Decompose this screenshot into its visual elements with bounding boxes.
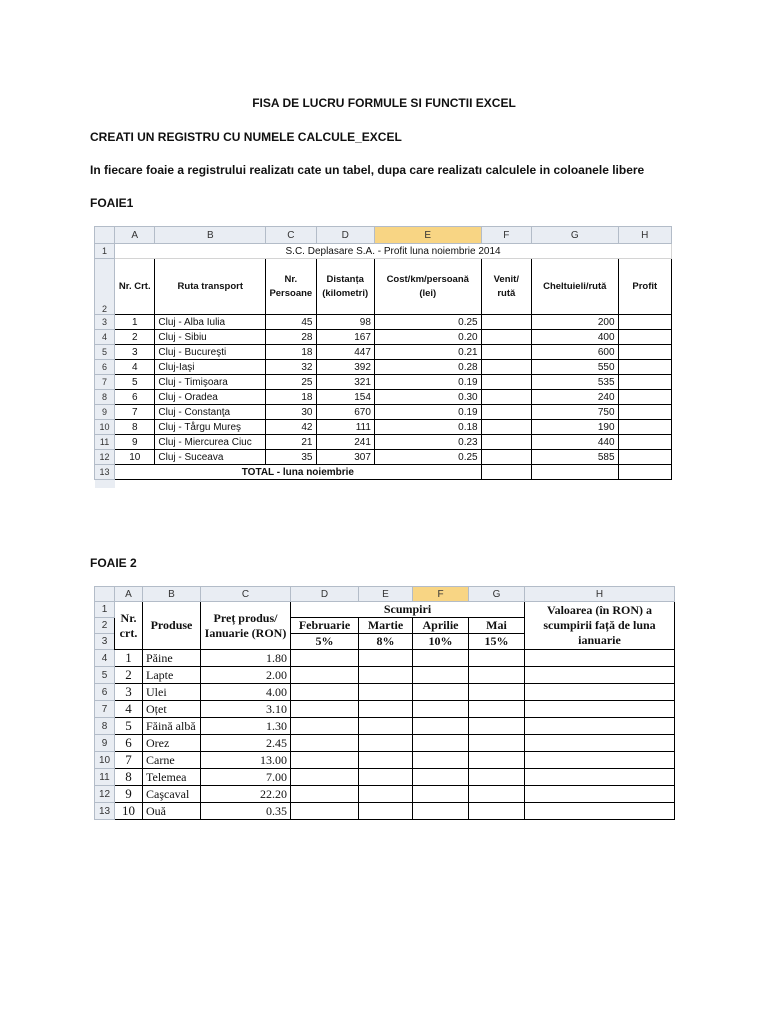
cell-februarie[interactable] <box>291 786 359 803</box>
cell-nr-crt[interactable]: 8 <box>115 769 143 786</box>
header-percent-aprilie[interactable]: 10% <box>413 634 469 650</box>
cell-cost[interactable]: 0.20 <box>374 330 481 345</box>
cell-persoane[interactable]: 18 <box>266 345 316 360</box>
header-percent-martie[interactable]: 8% <box>359 634 413 650</box>
cell-distanta[interactable]: 670 <box>316 405 374 420</box>
column-header-f[interactable]: F <box>481 227 531 244</box>
row-header[interactable]: 3 <box>95 315 115 330</box>
table-row <box>95 803 675 820</box>
cell-nr-crt[interactable]: 4 <box>115 701 143 718</box>
column-header-g[interactable]: G <box>531 227 618 244</box>
cell-valoarea[interactable] <box>525 803 675 820</box>
cell-nr-crt[interactable]: 10 <box>115 450 155 465</box>
column-header-h[interactable]: H <box>618 227 671 244</box>
empty-cell[interactable] <box>374 480 481 488</box>
cell-cheltuieli[interactable]: 190 <box>531 420 618 435</box>
table-row <box>95 650 675 667</box>
cell-ruta[interactable]: Cluj - Suceava <box>155 450 266 465</box>
instruction-line-1: CREATI UN REGISTRU CU NUMELE CALCULE_EXCEL <box>90 130 402 144</box>
row-header[interactable]: 13 <box>95 465 115 480</box>
cell-profit[interactable] <box>618 330 671 345</box>
cell-martie[interactable] <box>359 701 413 718</box>
cell-persoane[interactable]: 42 <box>266 420 316 435</box>
table-row <box>95 667 675 684</box>
header-month-martie[interactable]: Martie <box>359 618 413 634</box>
cell-ruta[interactable]: Cluj - Miercurea Ciuc <box>155 435 266 450</box>
cell-aprilie[interactable] <box>413 718 469 735</box>
cell-nr-crt[interactable]: 5 <box>115 718 143 735</box>
cell-profit[interactable] <box>618 345 671 360</box>
header-valoarea[interactable]: Valoarea (în RON) a scumpirii față de luna ianuarie <box>525 602 675 650</box>
cell-cost[interactable]: 0.18 <box>374 420 481 435</box>
sheet2-table <box>94 586 675 820</box>
row-header[interactable]: 13 <box>95 803 115 820</box>
cell-valoarea[interactable] <box>525 667 675 684</box>
cell-cheltuieli[interactable]: 750 <box>531 405 618 420</box>
cell-pret[interactable]: 3.10 <box>201 701 291 718</box>
cell-martie[interactable] <box>359 752 413 769</box>
cell-profit[interactable] <box>618 315 671 330</box>
table-row <box>95 435 672 450</box>
cell-venit[interactable] <box>481 420 531 435</box>
cell-aprilie[interactable] <box>413 701 469 718</box>
column-header-h[interactable]: H <box>525 587 675 602</box>
row-header[interactable]: 2 <box>95 259 115 315</box>
cell-cheltuieli[interactable]: 240 <box>531 390 618 405</box>
sheet1-table <box>94 226 672 488</box>
cell-venit[interactable] <box>481 360 531 375</box>
cell-valoarea[interactable] <box>525 718 675 735</box>
cell-nr-crt[interactable]: 2 <box>115 667 143 684</box>
cell-produs[interactable]: Păine <box>143 650 201 667</box>
cell-februarie[interactable] <box>291 735 359 752</box>
cell-persoane[interactable]: 35 <box>266 450 316 465</box>
table-row <box>95 390 672 405</box>
cell-ruta[interactable]: Cluj - Timişoara <box>155 375 266 390</box>
cell-produs[interactable]: Oțet <box>143 701 201 718</box>
cell-mai[interactable] <box>469 803 525 820</box>
cell-valoarea[interactable] <box>525 735 675 752</box>
column-header-d[interactable]: D <box>291 587 359 602</box>
column-header-d[interactable]: D <box>316 227 374 244</box>
cell-venit[interactable] <box>481 345 531 360</box>
cell-produs[interactable]: Orez <box>143 735 201 752</box>
cell-aprilie[interactable] <box>413 735 469 752</box>
empty-cell[interactable] <box>481 480 531 488</box>
cell-total-venit[interactable] <box>481 465 531 480</box>
cell-nr-crt[interactable]: 4 <box>115 360 155 375</box>
header-cheltuieli[interactable]: Cheltuieli/rută <box>531 259 618 315</box>
cell-aprilie[interactable] <box>413 650 469 667</box>
instruction-line-2: In fiecare foaie a registrului realizatı cate un tabel, dupa care realizatı calculele in coloanele libere <box>90 163 645 177</box>
cell-persoane[interactable]: 32 <box>266 360 316 375</box>
sheet1-title[interactable]: S.C. Deplasare S.A. - Profit luna noiembrie 2014 <box>115 244 672 259</box>
cell-ruta[interactable]: Cluj-Iaşi <box>155 360 266 375</box>
cell-nr-crt[interactable]: 1 <box>115 650 143 667</box>
cell-ruta[interactable]: Cluj - Sibiu <box>155 330 266 345</box>
row-header[interactable]: 12 <box>95 786 115 803</box>
select-all-corner[interactable] <box>95 587 115 602</box>
cell-pret[interactable]: 0.35 <box>201 803 291 820</box>
cell-cost[interactable]: 0.19 <box>374 375 481 390</box>
row-header[interactable]: 1 <box>95 244 115 259</box>
cell-cheltuieli[interactable]: 440 <box>531 435 618 450</box>
cell-distanta[interactable]: 241 <box>316 435 374 450</box>
cell-distanta[interactable]: 392 <box>316 360 374 375</box>
cell-pret[interactable]: 4.00 <box>201 684 291 701</box>
cell-venit[interactable] <box>481 315 531 330</box>
cell-aprilie[interactable] <box>413 752 469 769</box>
cell-profit[interactable] <box>618 390 671 405</box>
cell-martie[interactable] <box>359 667 413 684</box>
table-row <box>95 752 675 769</box>
cell-pret[interactable]: 2.45 <box>201 735 291 752</box>
header-percent-mai[interactable]: 15% <box>469 634 525 650</box>
total-label[interactable]: TOTAL - luna noiembrie <box>115 465 482 480</box>
cell-profit[interactable] <box>618 420 671 435</box>
cell-profit[interactable] <box>618 360 671 375</box>
cell-valoarea[interactable] <box>525 752 675 769</box>
header-venit[interactable]: Venit/ rută <box>481 259 531 315</box>
cell-ruta[interactable]: Cluj - Alba Iulia <box>155 315 266 330</box>
cell-ruta[interactable]: Cluj - Tårgu Mureş <box>155 420 266 435</box>
cell-cost[interactable]: 0.21 <box>374 345 481 360</box>
cell-pret[interactable]: 1.80 <box>201 650 291 667</box>
cell-produs[interactable]: Lapte <box>143 667 201 684</box>
column-header-c[interactable]: C <box>201 587 291 602</box>
cell-profit[interactable] <box>618 405 671 420</box>
cell-cost[interactable]: 0.30 <box>374 390 481 405</box>
cell-venit[interactable] <box>481 330 531 345</box>
cell-produs[interactable]: Telemea <box>143 769 201 786</box>
cell-cost[interactable]: 0.25 <box>374 315 481 330</box>
empty-cell[interactable] <box>155 480 266 488</box>
cell-februarie[interactable] <box>291 667 359 684</box>
cell-persoane[interactable]: 25 <box>266 375 316 390</box>
cell-mai[interactable] <box>469 667 525 684</box>
empty-cell[interactable] <box>316 480 374 488</box>
table-row <box>95 684 675 701</box>
table-row <box>95 769 675 786</box>
cell-venit[interactable] <box>481 435 531 450</box>
total-row <box>95 465 672 480</box>
cell-nr-crt[interactable]: 6 <box>115 735 143 752</box>
cell-februarie[interactable] <box>291 769 359 786</box>
cell-venit[interactable] <box>481 450 531 465</box>
column-header-e[interactable]: E <box>374 227 481 244</box>
cell-mai[interactable] <box>469 786 525 803</box>
cell-total-cheltuieli[interactable] <box>531 465 618 480</box>
cell-pret[interactable]: 1.30 <box>201 718 291 735</box>
cell-nr-crt[interactable]: 9 <box>115 435 155 450</box>
cell-valoarea[interactable] <box>525 684 675 701</box>
empty-cell[interactable] <box>531 480 618 488</box>
cell-produs[interactable]: Ouă <box>143 803 201 820</box>
cell-valoarea[interactable] <box>525 650 675 667</box>
cell-nr-crt[interactable]: 2 <box>115 330 155 345</box>
table-row <box>95 718 675 735</box>
cell-distanta[interactable]: 321 <box>316 375 374 390</box>
cell-nr-crt[interactable]: 7 <box>115 752 143 769</box>
cell-venit[interactable] <box>481 405 531 420</box>
cell-mai[interactable] <box>469 718 525 735</box>
header-cost[interactable]: Cost/km/persoană (lei) <box>374 259 481 315</box>
cell-pret[interactable]: 13.00 <box>201 752 291 769</box>
cell-total-profit[interactable] <box>618 465 671 480</box>
cell-venit[interactable] <box>481 390 531 405</box>
cell-cheltuieli[interactable]: 585 <box>531 450 618 465</box>
row-header[interactable]: 6 <box>95 360 115 375</box>
cell-martie[interactable] <box>359 684 413 701</box>
row-header[interactable]: 9 <box>95 735 115 752</box>
cell-cheltuieli[interactable]: 600 <box>531 345 618 360</box>
cell-nr-crt[interactable]: 5 <box>115 375 155 390</box>
cell-distanta[interactable]: 167 <box>316 330 374 345</box>
cell-profit[interactable] <box>618 435 671 450</box>
row-header[interactable]: 12 <box>95 450 115 465</box>
cell-nr-crt[interactable]: 7 <box>115 405 155 420</box>
cell-profit[interactable] <box>618 450 671 465</box>
partial-row <box>95 480 672 488</box>
row-header[interactable]: 11 <box>95 769 115 786</box>
cell-cost[interactable]: 0.28 <box>374 360 481 375</box>
cell-februarie[interactable] <box>291 701 359 718</box>
table-row <box>95 405 672 420</box>
cell-profit[interactable] <box>618 375 671 390</box>
column-header-g[interactable]: G <box>469 587 525 602</box>
table-row <box>95 420 672 435</box>
cell-aprilie[interactable] <box>413 684 469 701</box>
table-row <box>95 375 672 390</box>
cell-nr-crt[interactable]: 8 <box>115 420 155 435</box>
header-pret[interactable]: Preț produs/ Ianuarie (RON) <box>201 602 291 650</box>
header-nr-crt[interactable]: Nr. Crt. <box>115 259 155 315</box>
table-row <box>95 330 672 345</box>
header-month-mai[interactable]: Mai <box>469 618 525 634</box>
cell-distanta[interactable]: 447 <box>316 345 374 360</box>
row-header[interactable]: 9 <box>95 405 115 420</box>
cell-distanta[interactable]: 111 <box>316 420 374 435</box>
cell-cheltuieli[interactable]: 550 <box>531 360 618 375</box>
row-header[interactable]: 7 <box>95 701 115 718</box>
column-header-f[interactable]: F <box>413 587 469 602</box>
row-header[interactable]: 2 <box>95 618 115 634</box>
header-distanta[interactable]: Distanța (kilometri) <box>316 259 374 315</box>
cell-mai[interactable] <box>469 752 525 769</box>
header-profit[interactable]: Profit <box>618 259 671 315</box>
cell-persoane[interactable]: 28 <box>266 330 316 345</box>
row-header[interactable] <box>95 480 115 488</box>
row-header[interactable]: 6 <box>95 684 115 701</box>
cell-februarie[interactable] <box>291 650 359 667</box>
select-all-corner[interactable] <box>95 227 115 244</box>
header-persoane[interactable]: Nr. Persoane <box>266 259 316 315</box>
header-month-aprilie[interactable]: Aprilie <box>413 618 469 634</box>
cell-martie[interactable] <box>359 718 413 735</box>
header-percent-februarie[interactable]: 5% <box>291 634 359 650</box>
cell-martie[interactable] <box>359 650 413 667</box>
cell-valoarea[interactable] <box>525 769 675 786</box>
cell-aprilie[interactable] <box>413 786 469 803</box>
table-row <box>95 360 672 375</box>
cell-valoarea[interactable] <box>525 701 675 718</box>
sheet1-heading: FOAIE1 <box>90 196 134 210</box>
header-nr-crt[interactable]: Nr. crt. <box>115 602 143 650</box>
cell-pret[interactable]: 2.00 <box>201 667 291 684</box>
cell-produs[interactable]: Ulei <box>143 684 201 701</box>
cell-martie[interactable] <box>359 769 413 786</box>
header-produse[interactable]: Produse <box>143 602 201 650</box>
cell-ruta[interactable]: Cluj - Constanţa <box>155 405 266 420</box>
cell-mai[interactable] <box>469 735 525 752</box>
cell-nr-crt[interactable]: 3 <box>115 345 155 360</box>
empty-cell[interactable] <box>618 480 671 488</box>
cell-februarie[interactable] <box>291 684 359 701</box>
cell-valoarea[interactable] <box>525 786 675 803</box>
cell-cost[interactable]: 0.19 <box>374 405 481 420</box>
column-header-a[interactable]: A <box>115 587 143 602</box>
cell-nr-crt[interactable]: 1 <box>115 315 155 330</box>
cell-cheltuieli[interactable]: 200 <box>531 315 618 330</box>
column-header-e[interactable]: E <box>359 587 413 602</box>
cell-martie[interactable] <box>359 803 413 820</box>
document-title: FISA DE LUCRU FORMULE SI FUNCTII EXCEL <box>252 96 516 110</box>
cell-aprilie[interactable] <box>413 803 469 820</box>
table-row <box>95 735 675 752</box>
row-header[interactable]: 10 <box>95 420 115 435</box>
cell-cost[interactable]: 0.23 <box>374 435 481 450</box>
cell-mai[interactable] <box>469 650 525 667</box>
sheet2-heading: FOAIE 2 <box>90 556 137 570</box>
cell-persoane[interactable]: 18 <box>266 390 316 405</box>
table-row <box>95 450 672 465</box>
cell-distanta[interactable]: 154 <box>316 390 374 405</box>
cell-februarie[interactable] <box>291 803 359 820</box>
cell-nr-crt[interactable]: 3 <box>115 684 143 701</box>
row-header[interactable]: 3 <box>95 634 115 650</box>
table-row <box>95 345 672 360</box>
header-scumpiri[interactable]: Scumpiri <box>291 602 525 618</box>
row-header[interactable]: 8 <box>95 718 115 735</box>
cell-ruta[interactable]: Cluj - Oradea <box>155 390 266 405</box>
empty-cell[interactable] <box>115 480 155 488</box>
empty-cell[interactable] <box>266 480 316 488</box>
row-header[interactable]: 7 <box>95 375 115 390</box>
cell-cheltuieli[interactable]: 535 <box>531 375 618 390</box>
cell-persoane[interactable]: 21 <box>266 435 316 450</box>
cell-produs[interactable]: Caşcaval <box>143 786 201 803</box>
cell-nr-crt[interactable]: 9 <box>115 786 143 803</box>
cell-aprilie[interactable] <box>413 667 469 684</box>
cell-venit[interactable] <box>481 375 531 390</box>
cell-mai[interactable] <box>469 684 525 701</box>
cell-distanta[interactable]: 98 <box>316 315 374 330</box>
table-row <box>95 315 672 330</box>
row-header[interactable]: 10 <box>95 752 115 769</box>
cell-distanta[interactable]: 307 <box>316 450 374 465</box>
table-row <box>95 701 675 718</box>
cell-nr-crt[interactable]: 10 <box>115 803 143 820</box>
row-header[interactable]: 11 <box>95 435 115 450</box>
cell-mai[interactable] <box>469 769 525 786</box>
row-header[interactable]: 1 <box>95 602 115 618</box>
cell-ruta[interactable]: Cluj - Bucureşti <box>155 345 266 360</box>
cell-persoane[interactable]: 45 <box>266 315 316 330</box>
cell-persoane[interactable]: 30 <box>266 405 316 420</box>
cell-pret[interactable]: 7.00 <box>201 769 291 786</box>
column-header-b[interactable]: B <box>143 587 201 602</box>
cell-mai[interactable] <box>469 701 525 718</box>
row-header[interactable]: 4 <box>95 650 115 667</box>
column-header-c[interactable]: C <box>266 227 316 244</box>
cell-nr-crt[interactable]: 6 <box>115 390 155 405</box>
header-month-februarie[interactable]: Februarie <box>291 618 359 634</box>
cell-pret[interactable]: 22.20 <box>201 786 291 803</box>
cell-martie[interactable] <box>359 735 413 752</box>
cell-martie[interactable] <box>359 786 413 803</box>
cell-cost[interactable]: 0.25 <box>374 450 481 465</box>
column-header-b[interactable]: B <box>155 227 266 244</box>
column-header-a[interactable]: A <box>115 227 155 244</box>
row-header[interactable]: 5 <box>95 345 115 360</box>
cell-produs[interactable]: Făină albă <box>143 718 201 735</box>
cell-aprilie[interactable] <box>413 769 469 786</box>
cell-februarie[interactable] <box>291 752 359 769</box>
cell-produs[interactable]: Carne <box>143 752 201 769</box>
header-ruta[interactable]: Ruta transport <box>155 259 266 315</box>
table-row <box>95 786 675 803</box>
row-header[interactable]: 5 <box>95 667 115 684</box>
row-header[interactable]: 8 <box>95 390 115 405</box>
cell-cheltuieli[interactable]: 400 <box>531 330 618 345</box>
row-header[interactable]: 4 <box>95 330 115 345</box>
cell-februarie[interactable] <box>291 718 359 735</box>
